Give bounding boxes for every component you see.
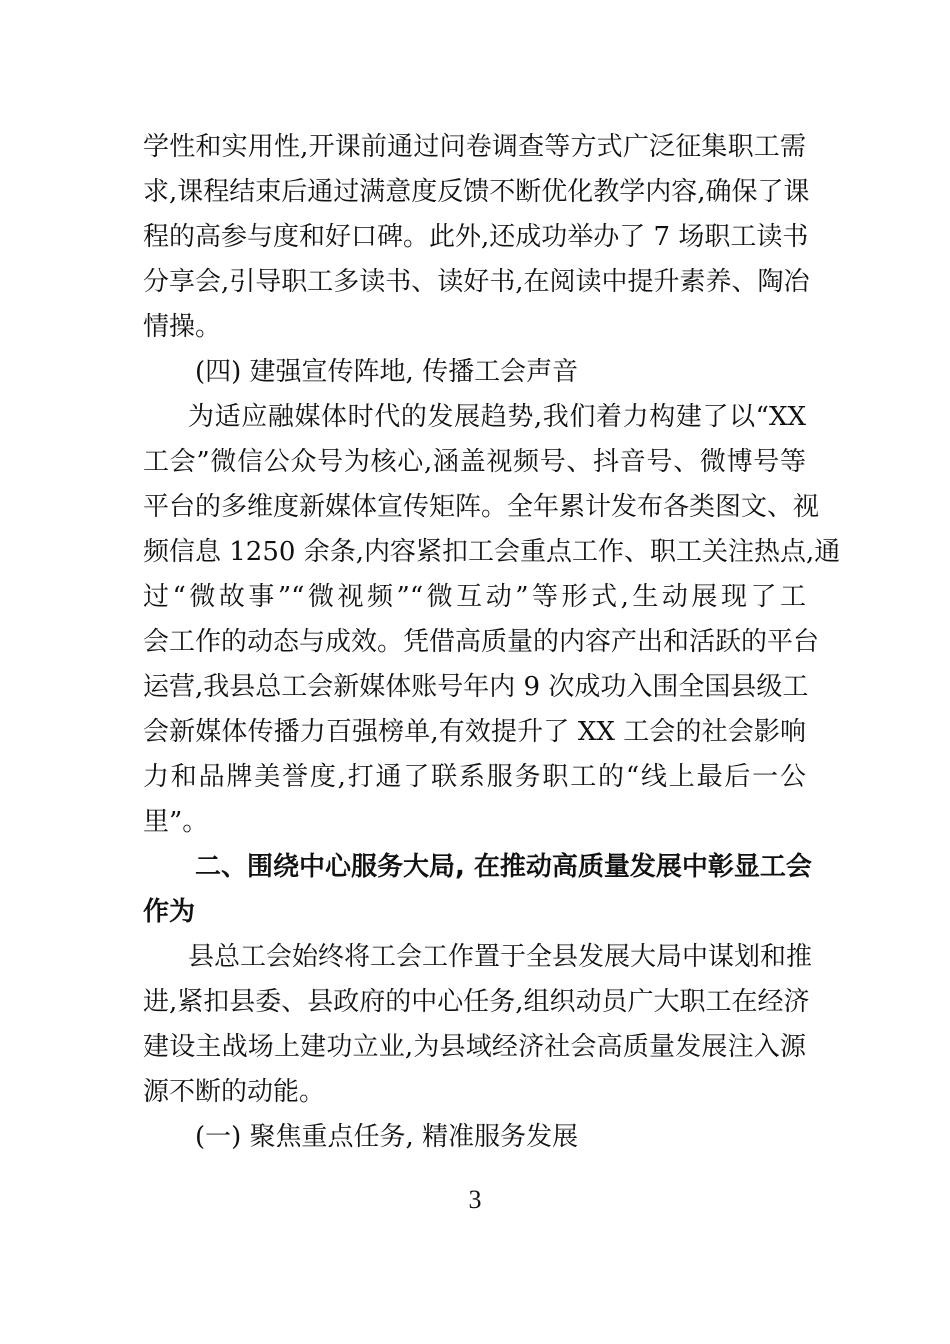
text-line: (四) 建强宣传阵地, 传播工会声音 [195,357,579,387]
text-line: 过“微故事”“微视频”“微互动”等形式,生动展现了工 [143,582,806,612]
text-line: 频信息 1250 余条,内容紧扣工会重点工作、职工关注热点,通 [143,537,841,567]
section-heading [143,845,812,935]
text-line: 程的高参与度和好口碑。此外,还成功举办了 7 场职工读书 [143,222,809,252]
text-line: (一) 聚焦重点任务, 精准服务发展 [195,1122,579,1152]
document-body [143,125,841,1160]
text-line: 分享会,引导职工多读书、读好书,在阅读中提升素养、陶冶 [143,267,810,297]
text-line: 力和品牌美誉度,打通了联系服务职工的“线上最后一公 [143,762,806,792]
text-line: 里”。 [143,807,209,837]
text-line: 进,紧扣县委、县政府的中心任务,组织动员广大职工在经济 [143,987,810,1017]
text-line: 建设主战场上建功立业,为县域经济社会高质量发展注入源 [143,1032,806,1062]
text-line: 情操。 [143,312,222,342]
text-line: 源不断的动能。 [143,1077,326,1107]
paragraph [143,395,841,845]
text-line: 求,课程结束后通过满意度反馈不断优化教学内容,确保了课 [143,177,810,207]
text-line: 作为 [143,897,196,927]
text-line: 会新媒体传播力百强榜单,有效提升了 XX 工会的社会影响 [143,717,806,747]
text-line: 县总工会始终将工会工作置于全县发展大局中谋划和推 [188,942,813,972]
text-line: 学性和实用性,开课前通过问卷调查等方式广泛征集职工需 [143,132,806,162]
text-line: 会工作的动态与成效。凭借高质量的内容产出和活跃的平台 [143,627,820,657]
text-line: 工会”微信公众号为核心,涵盖视频号、抖音号、微博号等 [143,447,806,477]
text-line: 二、围绕中心服务大局, 在推动高质量发展中彰显工会 [195,852,812,882]
subsection-heading [143,350,806,395]
subsection-heading [143,1115,806,1160]
page-number: 3 [468,1185,482,1214]
text-line: 平台的多维度新媒体宣传矩阵。全年累计发布各类图文、视 [143,492,820,522]
paragraph [143,935,813,1115]
text-line: 为适应融媒体时代的发展趋势,我们着力构建了以“XX [188,402,806,432]
paragraph [143,125,810,350]
text-line: 运营,我县总工会新媒体账号年内 9 次成功入围全国县级工 [143,672,809,702]
